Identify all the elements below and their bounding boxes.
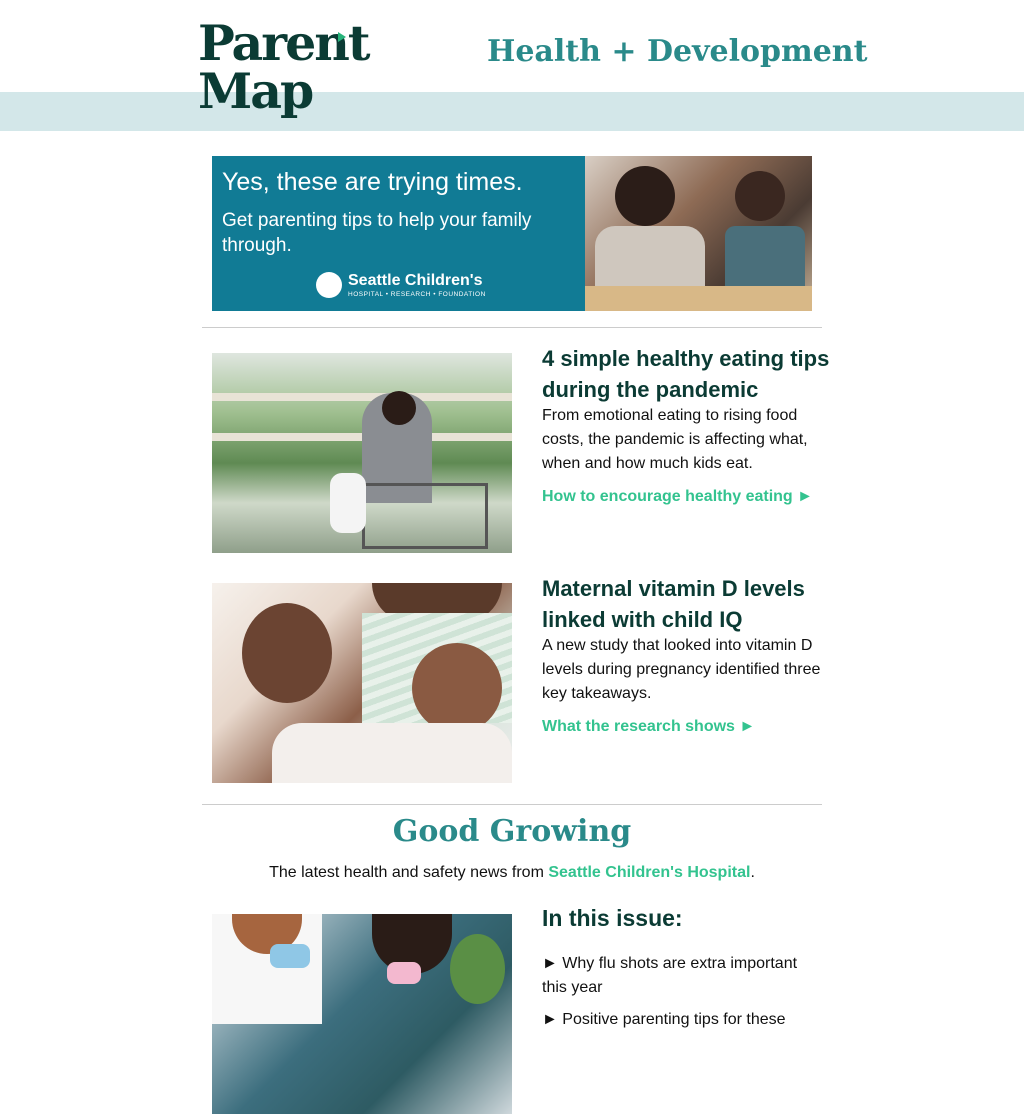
article-link[interactable]: How to encourage healthy eating ► xyxy=(542,488,813,505)
header xyxy=(0,0,1024,120)
brand-tagline: HOSPITAL • RESEARCH • FOUNDATION xyxy=(348,291,486,298)
article-description: A new study that looked into vitamin D levels during pregnancy identified three key takeaways. xyxy=(542,637,821,702)
article-description: From emotional eating to rising food costs, the pandemic is affecting what, when and how much kids eat. xyxy=(542,407,808,472)
list-item[interactable]: ► Why flu shots are extra important this year xyxy=(542,955,798,996)
logo-text-map: Map xyxy=(198,62,313,120)
subtitle-prefix: The latest health and safety news from xyxy=(269,864,549,881)
divider xyxy=(202,327,822,328)
logo-arrow-icon xyxy=(338,32,346,42)
good-growing-subtitle xyxy=(0,864,1024,882)
seattle-childrens-logo-icon xyxy=(316,272,342,298)
header-band xyxy=(0,92,1024,131)
banner-headline: Yes, these are trying times. xyxy=(222,168,523,196)
article-title[interactable]: Maternal vitamin D levels linked with child IQ xyxy=(542,576,805,632)
issue-list xyxy=(542,952,822,1040)
ad-banner[interactable] xyxy=(212,156,812,311)
brand-name: Seattle Children's xyxy=(348,272,483,289)
banner-photo xyxy=(585,156,812,311)
banner-subtext: Get parenting tips to help your family through. xyxy=(222,210,532,256)
good-growing-title: Good Growing xyxy=(392,814,632,849)
logo-text-parent: Parent xyxy=(198,14,369,72)
article-image-clinic[interactable] xyxy=(212,914,512,1114)
article-image-grocery[interactable] xyxy=(212,353,512,553)
divider xyxy=(202,804,822,805)
article-link[interactable]: What the research shows ► xyxy=(542,718,756,735)
subtitle-suffix: . xyxy=(750,864,755,881)
seattle-childrens-link[interactable]: Seattle Children's Hospital xyxy=(548,864,751,881)
section-title: Health + Development xyxy=(487,34,868,69)
list-item[interactable]: ► Positive parenting tips for these xyxy=(542,1011,786,1028)
in-this-issue-heading: In this issue: xyxy=(542,905,683,931)
article-title[interactable]: 4 simple healthy eating tips during the pandemic xyxy=(542,346,830,402)
parentmap-logo[interactable] xyxy=(198,14,369,124)
article-image-family[interactable] xyxy=(212,583,512,783)
